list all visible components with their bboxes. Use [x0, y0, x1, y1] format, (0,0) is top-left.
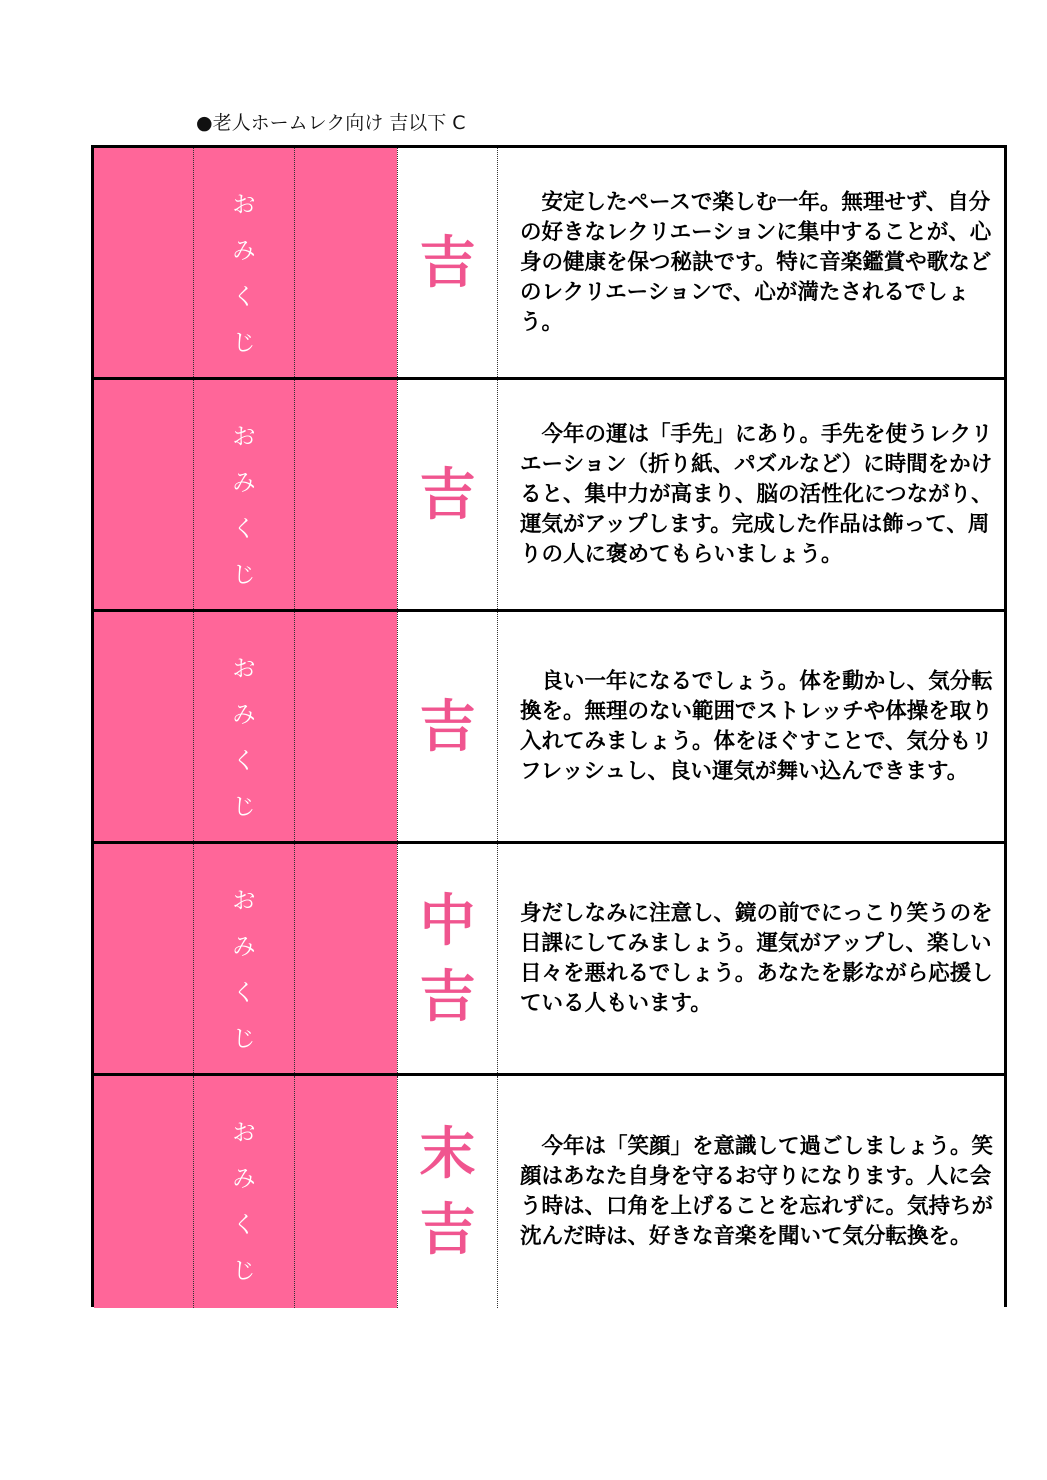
- label-char: お: [232, 888, 256, 914]
- fortune-result: [398, 380, 497, 609]
- fortune-char: 吉: [419, 693, 476, 760]
- fortune-message: 良い一年になるでしょう。体を動かし、気分転換を。無理のない範囲でストレッチや体操を取り入れてみましょう。体をほぐすことで、気分もリフレッシュし、良い運気が舞い込んできます。: [520, 668, 993, 784]
- message-cell: [498, 1076, 1004, 1308]
- label-char: く: [232, 1212, 256, 1238]
- label-char: じ: [232, 1026, 256, 1052]
- fold-strip: [94, 380, 194, 609]
- omikuji-label: [194, 414, 294, 598]
- fortune-result: [398, 844, 497, 1073]
- label-char: み: [232, 470, 256, 496]
- fold-strip: [295, 844, 397, 1073]
- fold-strip: [295, 1076, 397, 1308]
- label-char: お: [232, 192, 256, 218]
- fold-strip: [94, 148, 194, 377]
- label-strip: [194, 148, 295, 377]
- fortune-cell: [397, 1076, 498, 1308]
- label-char: お: [232, 656, 256, 682]
- fold-strip: [94, 844, 194, 1073]
- label-char: く: [232, 748, 256, 774]
- label-char: み: [232, 934, 256, 960]
- fortune-result: [398, 612, 497, 841]
- label-char: お: [232, 1120, 256, 1146]
- message-cell: [498, 612, 1004, 841]
- omikuji-label: [194, 182, 294, 366]
- label-char: み: [232, 1166, 256, 1192]
- fortune-cell: [397, 612, 498, 841]
- fortune-message: 今年は「笑顔」を意識して過ごしましょう。笑顔はあなた自身を守るお守りになります。人に会う時は、口角を上げることを忘れずに。気持ちが沈んだ時は、好きな音楽を聞いて気分転換を。: [520, 1134, 994, 1249]
- fortune-char: 中: [419, 887, 476, 954]
- fortune-result: [398, 1076, 497, 1308]
- fortune-result: [398, 148, 497, 377]
- fortune-char: 吉: [419, 461, 476, 528]
- fortune-char: 吉: [419, 963, 476, 1030]
- label-char: じ: [232, 562, 256, 588]
- label-strip: [194, 844, 295, 1073]
- fold-strip: [94, 612, 194, 841]
- fortune-cell: [397, 380, 498, 609]
- fold-strip: [94, 1076, 194, 1308]
- message-cell: [498, 844, 1004, 1073]
- fortune-char: 末: [419, 1121, 476, 1187]
- fortune-char: 吉: [419, 229, 476, 296]
- label-strip: [194, 380, 295, 609]
- label-char: く: [232, 980, 256, 1006]
- label-char: お: [232, 424, 256, 450]
- label-char: く: [232, 284, 256, 310]
- fold-strip: [295, 148, 397, 377]
- label-char: く: [232, 516, 256, 542]
- message-cell: [498, 148, 1004, 377]
- fortune-cell: [397, 148, 498, 377]
- fold-strip: [295, 612, 397, 841]
- label-char: じ: [232, 794, 256, 820]
- omikuji-card: [94, 148, 1004, 380]
- omikuji-card: [94, 612, 1004, 844]
- omikuji-card: [94, 1076, 1004, 1308]
- fortune-message: 安定したペースで楽しむ一年。無理せず、自分の好きなレクリエーションに集中することが、心身の健康を保つ秘訣です。特に音楽鑑賞や歌などのレクリエーションで、心が満たされるでしょう。: [520, 189, 992, 335]
- fortune-message: 身だしなみに注意し、鏡の前でにっこり笑うのを日課にしてみましょう。運気がアップし、楽しい日々を悪れるでしょう。あなたを影ながら応援している人もいます。: [520, 900, 993, 1016]
- fortune-cell: [397, 844, 498, 1073]
- fortune-char: 吉: [419, 1197, 476, 1263]
- omikuji-card: [94, 844, 1004, 1076]
- label-char: じ: [232, 330, 256, 356]
- omikuji-label: [194, 1110, 294, 1294]
- fold-strip: [295, 380, 397, 609]
- omikuji-sheet: [91, 145, 1007, 1307]
- omikuji-label: [194, 878, 294, 1062]
- label-char: じ: [232, 1258, 256, 1284]
- label-strip: [194, 612, 295, 841]
- message-cell: [498, 380, 1004, 609]
- omikuji-card: [94, 380, 1004, 612]
- label-char: み: [232, 702, 256, 728]
- omikuji-label: [194, 646, 294, 830]
- label-char: み: [232, 238, 256, 264]
- fortune-message: 今年の運は「手先」にあり。手先を使うレクリエーション（折り紙、パズルなど）に時間をかけると、集中力が高まり、脳の活性化につながり、運気がアップします。完成した作品は飾って、周りの人に褒めてもらいましょう。: [520, 421, 993, 567]
- page-heading: ●老人ホームレク向け 吉以下 C: [196, 112, 466, 134]
- label-strip: [194, 1076, 295, 1308]
